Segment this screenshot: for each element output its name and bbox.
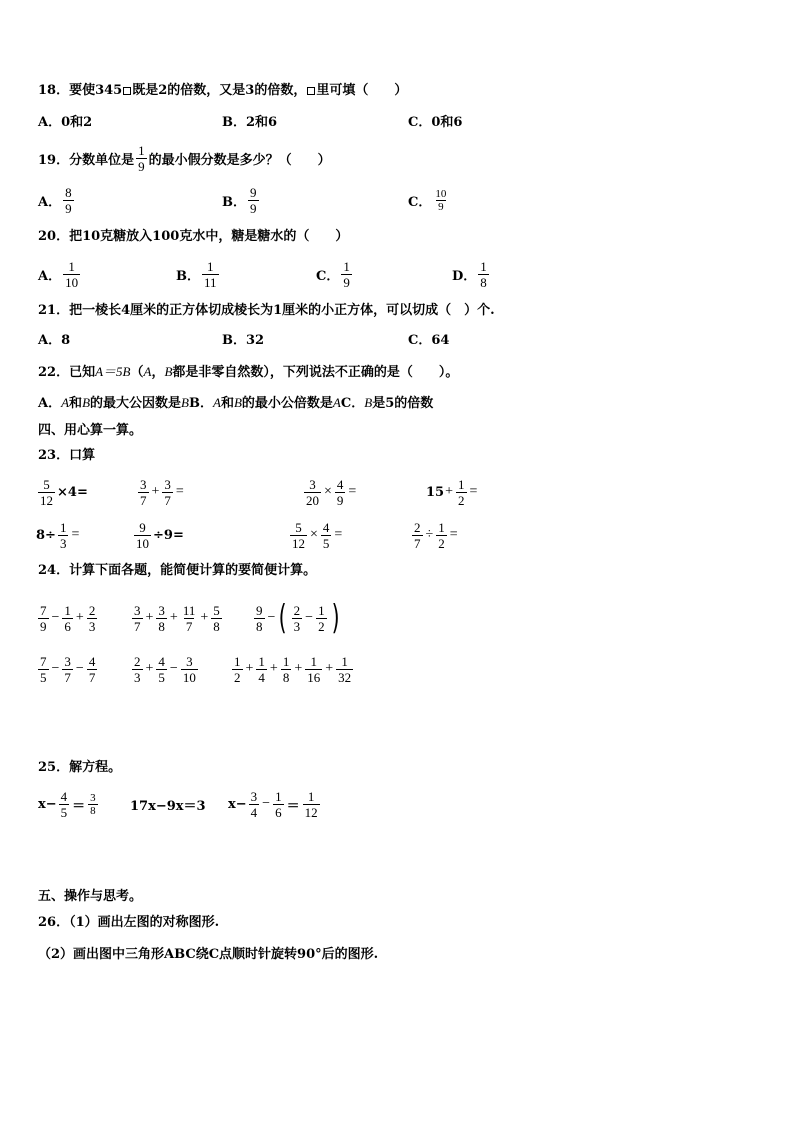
q26-part-2: （2）画出图中三角形ABC绕C点顺时针旋转90°后的图形. xyxy=(38,947,379,962)
q25-equation-1: x− $\frac{4}{5}$ ＝ $\frac{3}{8}$ xyxy=(38,788,96,820)
q21-stem: 21．把一棱长4厘米的正方体切成棱长为1厘米的小正方体，可以切成（ ）个. xyxy=(38,303,495,318)
q23-title: 23．口算 xyxy=(38,448,96,463)
q23-expr-4: 15 + $\frac{1}{2}$ = xyxy=(426,476,478,508)
q19-stem: 19．分数单位是 $\frac{1}{9}$ 的最小假分数是多少？（ ） xyxy=(38,142,331,174)
q24-expr-3: $\frac{9}{8}$ − ( $\frac{2}{3}$ − $\frac{1}{2}$ ) xyxy=(256,598,340,638)
fraction: $\frac{1}{9}$ xyxy=(138,142,145,174)
q23-expr-2: $\frac{3}{7}$ + $\frac{3}{7}$ = xyxy=(140,476,184,508)
q24-expr-2: $\frac{3}{7}$ + $\frac{3}{8}$ + $\frac{11}{7}$ + $\frac{5}{8}$ xyxy=(134,602,220,634)
q23-expr-3: $\frac{3}{20}$ × $\frac{4}{9}$ = xyxy=(306,476,357,508)
q23-expr-6: $\frac{9}{10}$ ÷9= xyxy=(136,519,184,551)
q25-equation-3: x− $\frac{3}{4}$ − $\frac{1}{6}$ ＝ $\frac{1}{12}$ xyxy=(228,788,318,820)
q19-option-c: C． $\frac{10}{9}$ xyxy=(408,187,447,213)
q24-title: 24．计算下面各题，能简便计算的要简便计算。 xyxy=(38,563,317,578)
q21-option-c: C．64 xyxy=(408,333,450,348)
blank-box-icon xyxy=(307,87,315,95)
q24-expr-5: $\frac{2}{3}$ + $\frac{4}{5}$ − $\frac{3}{10}$ xyxy=(134,653,196,685)
q21-option-b: B．32 xyxy=(222,333,265,348)
q23-expr-5: 8÷ $\frac{1}{3}$ = xyxy=(36,519,80,551)
q19-option-b: B． $\frac{9}{9}$ xyxy=(222,184,257,216)
blank-box-icon xyxy=(123,87,131,95)
q23-expr-7: $\frac{5}{12}$ × $\frac{4}{5}$ = xyxy=(292,519,343,551)
section-5-heading: 五、操作与思考。 xyxy=(38,889,143,904)
q20-option-c: C． $\frac{1}{9}$ xyxy=(316,258,350,290)
q20-option-d: D． $\frac{1}{8}$ xyxy=(452,258,487,290)
q18-option-b: B．2和6 xyxy=(222,115,278,130)
q21-option-a: A．8 xyxy=(38,333,71,348)
q18-stem: 18．要使345 既是2的倍数，又是3的倍数， 里可填（ ） xyxy=(38,83,408,98)
q24-expr-1: $\frac{7}{9}$ − $\frac{1}{6}$ + $\frac{2}{3}$ xyxy=(40,602,96,634)
q19-option-a: A． $\frac{8}{9}$ xyxy=(38,184,72,216)
q20-option-a: A． $\frac{1}{10}$ xyxy=(38,258,79,290)
q18-option-a: A．0和2 xyxy=(38,115,93,130)
q23-expr-8: $\frac{2}{7}$ ÷ $\frac{1}{2}$ = xyxy=(414,519,458,551)
q25-equation-2: 17x−9x＝3 xyxy=(130,798,206,814)
q23-expr-1: $\frac{5}{12}$ ×4= xyxy=(40,476,88,508)
q22-options: A．A和B的最大公因数是BB．A和B的最小公倍数是AC．B是5的倍数 xyxy=(38,395,434,411)
q18-option-c: C．0和6 xyxy=(408,115,463,130)
q20-stem: 20．把10克糖放入100克水中，糖是糖水的（ ） xyxy=(38,229,349,244)
q24-expr-4: $\frac{7}{5}$ − $\frac{3}{7}$ − $\frac{4}{7}$ xyxy=(40,653,96,685)
q25-title: 25．解方程。 xyxy=(38,760,122,775)
q24-expr-6: $\frac{1}{2}$ + $\frac{1}{4}$ + $\frac{1}{8}$ + $\frac{1}{16}$ + $\frac{1}{32}$ xyxy=(234,653,352,685)
q20-option-b: B． $\frac{1}{11}$ xyxy=(176,258,217,290)
section-4-heading: 四、用心算一算。 xyxy=(38,423,143,438)
q26-part-1: 26．（1）画出左图的对称图形. xyxy=(38,915,220,930)
q22-stem: 22．已知A＝5B（A，B都是非零自然数），下列说法不正确的是（ ）。 xyxy=(38,364,459,380)
